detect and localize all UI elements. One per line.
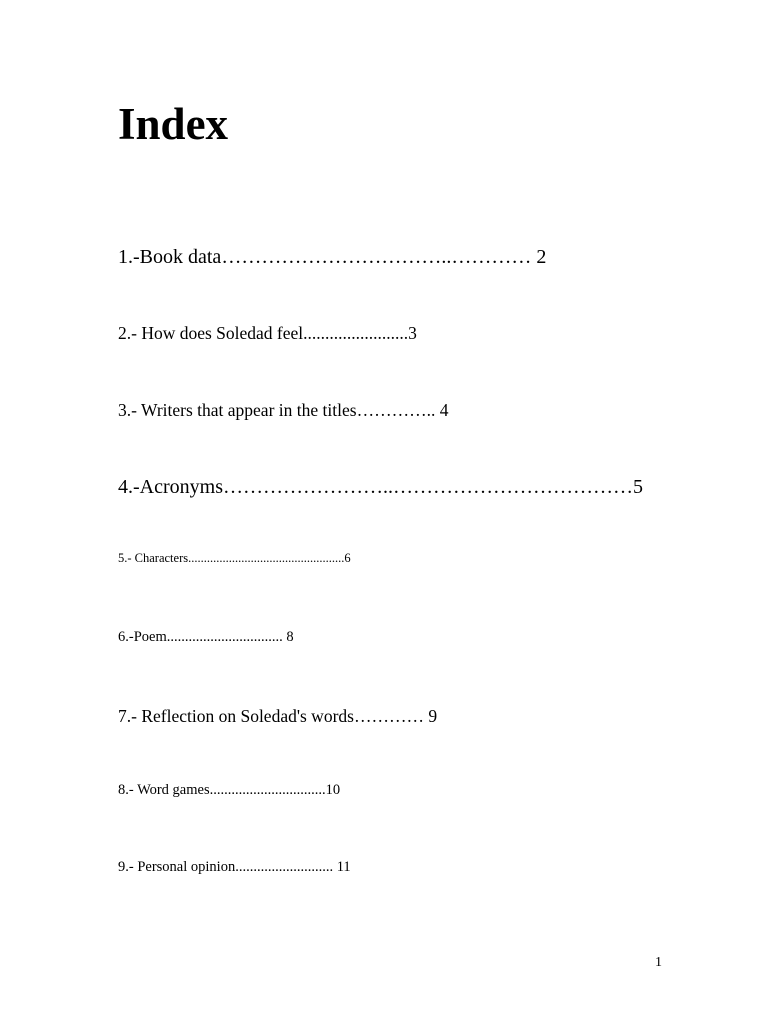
toc-entry-label: 2.- How does Soledad feel [118,323,304,343]
toc-entry [118,858,351,876]
toc-entry-leader: ………… [353,706,424,726]
toc-entry-label: 7.- Reflection on Soledad's words [118,706,354,726]
toc-entry-page: 11 [333,859,351,875]
toc-entry [118,628,294,646]
toc-entry-leader: ................................ [209,782,326,798]
toc-entry [118,245,546,269]
toc-entry [118,781,340,799]
toc-entry-label: 4.-Acronyms [118,476,223,498]
toc-entry-label: 5.- Characters [118,551,189,565]
toc-entry-leader: ........................ [303,323,409,343]
toc-entry [118,475,643,499]
toc-entry [118,705,437,727]
toc-entry-leader: ……………………………..………… [221,246,532,268]
toc-entry-leader: ........................... [235,859,334,875]
toc-entry-label: 9.- Personal opinion [118,859,236,875]
toc-entry-label: 1.-Book data [118,246,222,268]
toc-entry-label: 8.- Word games [118,782,210,798]
toc-entry-label: 6.-Poem [118,629,167,645]
page-number: 1 [655,955,662,970]
toc-entry-leader: ................................ [166,629,283,645]
toc-entry [118,550,351,566]
toc-entry-page: 4 [435,400,449,420]
toc-entry [118,322,417,344]
toc-entry-page: 10 [325,782,341,798]
page-title: Index [118,99,229,149]
toc-entry-page: 2 [531,246,547,268]
toc-entry-leader: .................................................. [188,551,345,565]
toc-entry-page: 9 [423,706,438,726]
toc-entry [118,399,448,421]
toc-entry-leader: ……………………..……………………………… [222,476,633,498]
toc-entry-page: 5 [632,476,643,498]
toc-entry-label: 3.- Writers that appear in the titles [118,400,357,420]
toc-entry-page: 6 [344,551,351,565]
toc-entry-page: 8 [282,629,294,645]
toc-entry-leader: ………….. [356,400,436,420]
toc-entry-page: 3 [408,323,417,343]
